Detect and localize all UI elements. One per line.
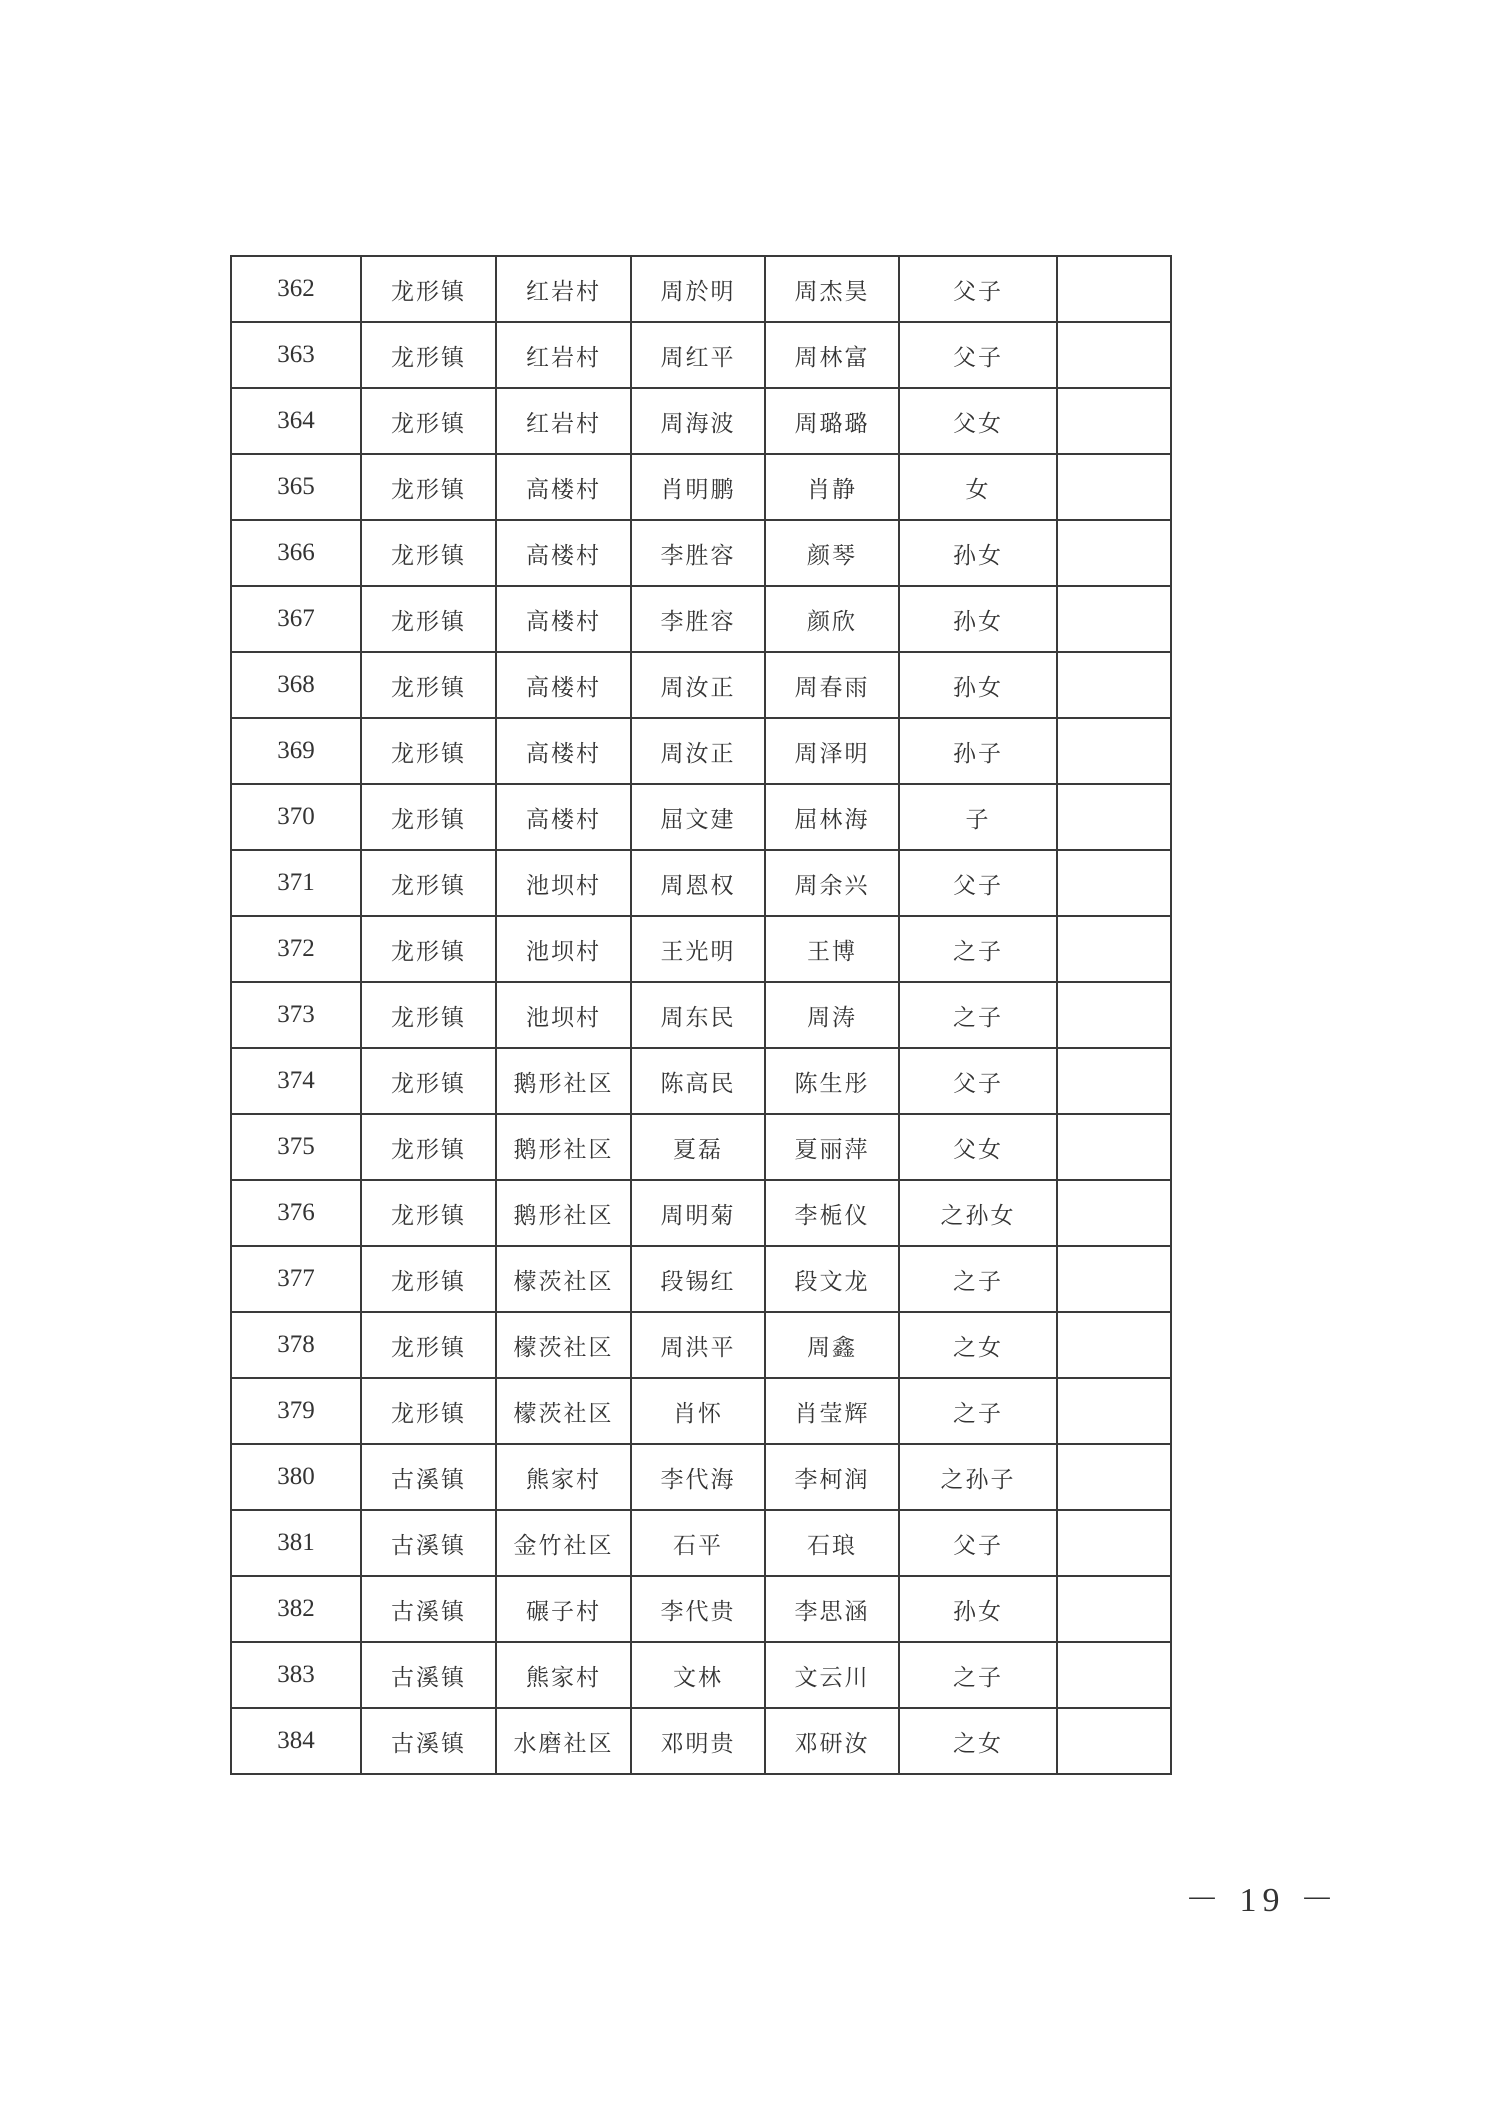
relation-cell: 之孙子 xyxy=(899,1444,1057,1510)
town-cell: 龙形镇 xyxy=(361,388,496,454)
row-number-cell: 369 xyxy=(231,718,361,784)
remark-cell xyxy=(1057,1180,1171,1246)
village-cell: 鹅形社区 xyxy=(496,1180,631,1246)
parent-name-cell: 周洪平 xyxy=(631,1312,765,1378)
relation-cell: 父子 xyxy=(899,1048,1057,1114)
town-cell: 古溪镇 xyxy=(361,1576,496,1642)
row-number-cell: 374 xyxy=(231,1048,361,1114)
table-row xyxy=(231,1708,1171,1774)
child-name-cell: 石琅 xyxy=(765,1510,899,1576)
record-table xyxy=(230,255,1172,1775)
relation-cell: 父女 xyxy=(899,388,1057,454)
town-cell: 龙形镇 xyxy=(361,916,496,982)
town-cell: 龙形镇 xyxy=(361,1048,496,1114)
relation-cell: 孙女 xyxy=(899,586,1057,652)
relation-cell: 之子 xyxy=(899,1642,1057,1708)
remark-cell xyxy=(1057,322,1171,388)
remark-cell xyxy=(1057,520,1171,586)
row-number-cell: 362 xyxy=(231,256,361,322)
child-name-cell: 屈林海 xyxy=(765,784,899,850)
table-row xyxy=(231,520,1171,586)
town-cell: 龙形镇 xyxy=(361,1312,496,1378)
parent-name-cell: 屈文建 xyxy=(631,784,765,850)
parent-name-cell: 王光明 xyxy=(631,916,765,982)
table-row xyxy=(231,916,1171,982)
village-cell: 熊家村 xyxy=(496,1642,631,1708)
parent-name-cell: 李胜容 xyxy=(631,520,765,586)
town-cell: 龙形镇 xyxy=(361,256,496,322)
table-row xyxy=(231,1576,1171,1642)
child-name-cell: 肖静 xyxy=(765,454,899,520)
table-body xyxy=(231,256,1171,1774)
relation-cell: 之子 xyxy=(899,982,1057,1048)
relation-cell: 孙女 xyxy=(899,1576,1057,1642)
village-cell: 高楼村 xyxy=(496,652,631,718)
row-number-cell: 368 xyxy=(231,652,361,718)
remark-cell xyxy=(1057,1642,1171,1708)
parent-name-cell: 肖明鹏 xyxy=(631,454,765,520)
remark-cell xyxy=(1057,1048,1171,1114)
child-name-cell: 周鑫 xyxy=(765,1312,899,1378)
table-row xyxy=(231,1114,1171,1180)
table-row xyxy=(231,256,1171,322)
child-name-cell: 李栀仪 xyxy=(765,1180,899,1246)
relation-cell: 之子 xyxy=(899,1246,1057,1312)
remark-cell xyxy=(1057,1708,1171,1774)
remark-cell xyxy=(1057,1576,1171,1642)
child-name-cell: 邓研汝 xyxy=(765,1708,899,1774)
table-row xyxy=(231,388,1171,454)
row-number-cell: 384 xyxy=(231,1708,361,1774)
village-cell: 熊家村 xyxy=(496,1444,631,1510)
table-row xyxy=(231,586,1171,652)
child-name-cell: 段文龙 xyxy=(765,1246,899,1312)
village-cell: 高楼村 xyxy=(496,718,631,784)
relation-cell: 之子 xyxy=(899,916,1057,982)
child-name-cell: 王博 xyxy=(765,916,899,982)
parent-name-cell: 李代海 xyxy=(631,1444,765,1510)
parent-name-cell: 夏磊 xyxy=(631,1114,765,1180)
child-name-cell: 颜琴 xyxy=(765,520,899,586)
remark-cell xyxy=(1057,454,1171,520)
remark-cell xyxy=(1057,982,1171,1048)
village-cell: 高楼村 xyxy=(496,784,631,850)
table-row xyxy=(231,1180,1171,1246)
table-row xyxy=(231,1444,1171,1510)
parent-name-cell: 石平 xyxy=(631,1510,765,1576)
town-cell: 古溪镇 xyxy=(361,1444,496,1510)
relation-cell: 父子 xyxy=(899,850,1057,916)
child-name-cell: 周泽明 xyxy=(765,718,899,784)
village-cell: 高楼村 xyxy=(496,586,631,652)
remark-cell xyxy=(1057,916,1171,982)
row-number-cell: 379 xyxy=(231,1378,361,1444)
table-row xyxy=(231,718,1171,784)
child-name-cell: 周璐璐 xyxy=(765,388,899,454)
village-cell: 池坝村 xyxy=(496,982,631,1048)
relation-cell: 之女 xyxy=(899,1708,1057,1774)
child-name-cell: 周春雨 xyxy=(765,652,899,718)
relation-cell: 父子 xyxy=(899,1510,1057,1576)
relation-cell: 父子 xyxy=(899,322,1057,388)
table-row xyxy=(231,1642,1171,1708)
table-row xyxy=(231,784,1171,850)
village-cell: 红岩村 xyxy=(496,388,631,454)
town-cell: 龙形镇 xyxy=(361,1246,496,1312)
remark-cell xyxy=(1057,256,1171,322)
parent-name-cell: 周汝正 xyxy=(631,718,765,784)
town-cell: 龙形镇 xyxy=(361,652,496,718)
table-row xyxy=(231,1312,1171,1378)
relation-cell: 孙女 xyxy=(899,652,1057,718)
remark-cell xyxy=(1057,1444,1171,1510)
row-number-cell: 376 xyxy=(231,1180,361,1246)
row-number-cell: 377 xyxy=(231,1246,361,1312)
child-name-cell: 李思涵 xyxy=(765,1576,899,1642)
parent-name-cell: 陈高民 xyxy=(631,1048,765,1114)
row-number-cell: 366 xyxy=(231,520,361,586)
table-row xyxy=(231,1378,1171,1444)
row-number-cell: 363 xyxy=(231,322,361,388)
row-number-cell: 381 xyxy=(231,1510,361,1576)
parent-name-cell: 文林 xyxy=(631,1642,765,1708)
town-cell: 龙形镇 xyxy=(361,850,496,916)
child-name-cell: 周余兴 xyxy=(765,850,899,916)
child-name-cell: 夏丽萍 xyxy=(765,1114,899,1180)
child-name-cell: 肖莹辉 xyxy=(765,1378,899,1444)
table-row xyxy=(231,1246,1171,1312)
row-number-cell: 367 xyxy=(231,586,361,652)
row-number-cell: 383 xyxy=(231,1642,361,1708)
relation-cell: 之子 xyxy=(899,1378,1057,1444)
village-cell: 池坝村 xyxy=(496,850,631,916)
row-number-cell: 375 xyxy=(231,1114,361,1180)
parent-name-cell: 肖怀 xyxy=(631,1378,765,1444)
parent-name-cell: 李代贵 xyxy=(631,1576,765,1642)
remark-cell xyxy=(1057,652,1171,718)
child-name-cell: 陈生彤 xyxy=(765,1048,899,1114)
town-cell: 龙形镇 xyxy=(361,718,496,784)
parent-name-cell: 周汝正 xyxy=(631,652,765,718)
village-cell: 金竹社区 xyxy=(496,1510,631,1576)
town-cell: 龙形镇 xyxy=(361,520,496,586)
remark-cell xyxy=(1057,1114,1171,1180)
row-number-cell: 372 xyxy=(231,916,361,982)
relation-cell: 女 xyxy=(899,454,1057,520)
table-row xyxy=(231,454,1171,520)
village-cell: 水磨社区 xyxy=(496,1708,631,1774)
town-cell: 古溪镇 xyxy=(361,1708,496,1774)
parent-name-cell: 段锡红 xyxy=(631,1246,765,1312)
row-number-cell: 370 xyxy=(231,784,361,850)
child-name-cell: 周涛 xyxy=(765,982,899,1048)
remark-cell xyxy=(1057,1510,1171,1576)
village-cell: 红岩村 xyxy=(496,256,631,322)
table-row xyxy=(231,1510,1171,1576)
village-cell: 高楼村 xyxy=(496,520,631,586)
remark-cell xyxy=(1057,586,1171,652)
parent-name-cell: 周恩权 xyxy=(631,850,765,916)
remark-cell xyxy=(1057,718,1171,784)
parent-name-cell: 周东民 xyxy=(631,982,765,1048)
row-number-cell: 380 xyxy=(231,1444,361,1510)
parent-name-cell: 邓明贵 xyxy=(631,1708,765,1774)
remark-cell xyxy=(1057,784,1171,850)
town-cell: 龙形镇 xyxy=(361,1378,496,1444)
child-name-cell: 周杰昊 xyxy=(765,256,899,322)
village-cell: 碾子村 xyxy=(496,1576,631,1642)
remark-cell xyxy=(1057,1246,1171,1312)
town-cell: 龙形镇 xyxy=(361,784,496,850)
table-row xyxy=(231,652,1171,718)
table-row xyxy=(231,1048,1171,1114)
village-cell: 檬茨社区 xyxy=(496,1246,631,1312)
parent-name-cell: 周明菊 xyxy=(631,1180,765,1246)
parent-name-cell: 周海波 xyxy=(631,388,765,454)
child-name-cell: 李柯润 xyxy=(765,1444,899,1510)
relation-cell: 之孙女 xyxy=(899,1180,1057,1246)
table-row xyxy=(231,322,1171,388)
town-cell: 龙形镇 xyxy=(361,982,496,1048)
parent-name-cell: 周於明 xyxy=(631,256,765,322)
village-cell: 鹅形社区 xyxy=(496,1114,631,1180)
town-cell: 龙形镇 xyxy=(361,322,496,388)
row-number-cell: 378 xyxy=(231,1312,361,1378)
remark-cell xyxy=(1057,850,1171,916)
table-row xyxy=(231,850,1171,916)
relation-cell: 之女 xyxy=(899,1312,1057,1378)
village-cell: 高楼村 xyxy=(496,454,631,520)
page-number: － 19 － xyxy=(1185,1882,1340,1919)
table-row xyxy=(231,982,1171,1048)
parent-name-cell: 李胜容 xyxy=(631,586,765,652)
child-name-cell: 文云川 xyxy=(765,1642,899,1708)
remark-cell xyxy=(1057,1378,1171,1444)
child-name-cell: 颜欣 xyxy=(765,586,899,652)
child-name-cell: 周林富 xyxy=(765,322,899,388)
row-number-cell: 373 xyxy=(231,982,361,1048)
relation-cell: 子 xyxy=(899,784,1057,850)
village-cell: 池坝村 xyxy=(496,916,631,982)
row-number-cell: 371 xyxy=(231,850,361,916)
remark-cell xyxy=(1057,1312,1171,1378)
relation-cell: 父子 xyxy=(899,256,1057,322)
relation-cell: 孙女 xyxy=(899,520,1057,586)
parent-name-cell: 周红平 xyxy=(631,322,765,388)
village-cell: 檬茨社区 xyxy=(496,1312,631,1378)
row-number-cell: 364 xyxy=(231,388,361,454)
relation-cell: 父女 xyxy=(899,1114,1057,1180)
village-cell: 檬茨社区 xyxy=(496,1378,631,1444)
row-number-cell: 382 xyxy=(231,1576,361,1642)
town-cell: 龙形镇 xyxy=(361,1114,496,1180)
relation-cell: 孙子 xyxy=(899,718,1057,784)
town-cell: 龙形镇 xyxy=(361,1180,496,1246)
remark-cell xyxy=(1057,388,1171,454)
town-cell: 龙形镇 xyxy=(361,586,496,652)
town-cell: 龙形镇 xyxy=(361,454,496,520)
row-number-cell: 365 xyxy=(231,454,361,520)
village-cell: 鹅形社区 xyxy=(496,1048,631,1114)
town-cell: 古溪镇 xyxy=(361,1510,496,1576)
village-cell: 红岩村 xyxy=(496,322,631,388)
town-cell: 古溪镇 xyxy=(361,1642,496,1708)
